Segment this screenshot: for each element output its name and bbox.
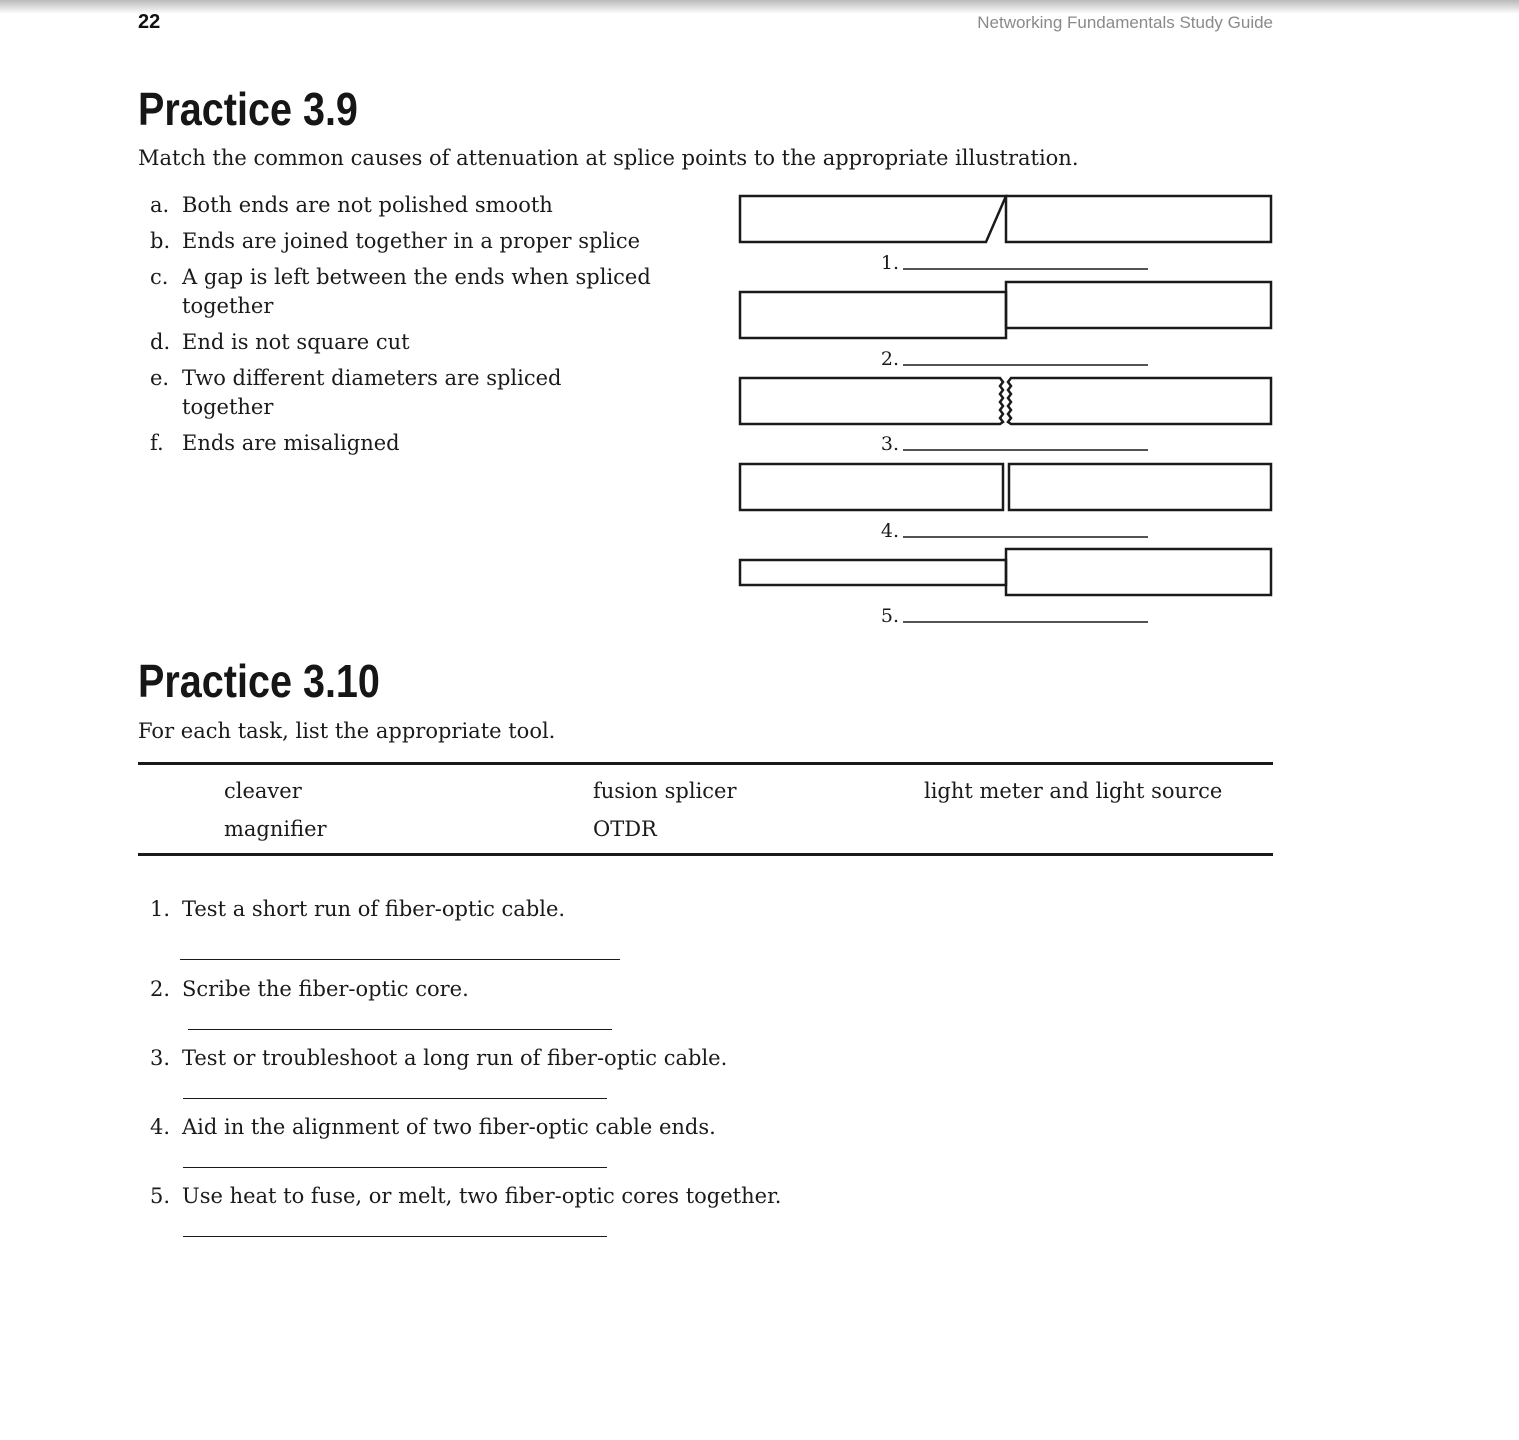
page-top-shadow bbox=[0, 0, 1519, 14]
task-answer-line-2[interactable] bbox=[188, 1029, 612, 1030]
practice-3-9-title: Practice 3.9 bbox=[138, 83, 358, 135]
practice-3-10-title: Practice 3.10 bbox=[138, 655, 380, 707]
illustration-label-3: 3. bbox=[880, 433, 899, 455]
task-text: Use heat to fuse, or melt, two fiber-optic cores together. bbox=[182, 1184, 782, 1208]
illustration-1-angled-cut bbox=[740, 196, 1271, 242]
cause-item bbox=[138, 364, 658, 422]
cause-letter: d. bbox=[150, 330, 171, 354]
cause-item bbox=[138, 191, 658, 220]
practice-3-10-instruction: For each task, list the appropriate tool. bbox=[138, 719, 556, 743]
illustration-3-rough-ends bbox=[740, 378, 1271, 424]
illustration-label-2: 2. bbox=[880, 348, 899, 370]
cause-letter: a. bbox=[150, 193, 170, 217]
task-answer-line-4[interactable] bbox=[183, 1167, 607, 1168]
task-text: Scribe the fiber-optic core. bbox=[182, 977, 469, 1001]
running-head: Networking Fundamentals Study Guide bbox=[977, 13, 1273, 32]
cause-text: Two different diameters are spliced together bbox=[182, 366, 562, 419]
cause-text: A gap is left between the ends when spliced together bbox=[182, 265, 651, 318]
practice-3-9-instruction: Match the common causes of attenuation at splice points to the appropriate illustration. bbox=[138, 146, 1079, 170]
tool-term: fusion splicer bbox=[593, 779, 737, 803]
cause-item bbox=[138, 263, 658, 321]
task-text: Test a short run of fiber-optic cable. bbox=[182, 897, 566, 921]
task-item bbox=[138, 895, 838, 923]
cause-item bbox=[138, 429, 658, 458]
task-item bbox=[138, 1182, 838, 1210]
task-number: 5. bbox=[150, 1184, 171, 1208]
illustration-5-diameter-mismatch bbox=[740, 549, 1271, 595]
task-answer-line-3[interactable] bbox=[183, 1098, 607, 1099]
cause-item bbox=[138, 227, 658, 256]
illustration-label-5: 5. bbox=[880, 605, 899, 627]
task-answer-line-5[interactable] bbox=[183, 1236, 607, 1237]
task-number: 3. bbox=[150, 1046, 171, 1070]
page-number: 22 bbox=[138, 11, 161, 33]
cause-text: Ends are joined together in a proper splice bbox=[182, 229, 641, 253]
tool-term: light meter and light source bbox=[924, 779, 1223, 803]
task-item bbox=[138, 1044, 838, 1072]
tool-term: OTDR bbox=[593, 817, 657, 841]
splice-illustrations bbox=[720, 180, 1280, 630]
cause-letter: f. bbox=[150, 431, 164, 455]
task-text: Aid in the alignment of two fiber-optic cable ends. bbox=[182, 1115, 716, 1139]
task-list bbox=[138, 895, 838, 1210]
cause-list bbox=[138, 191, 658, 465]
tool-term: magnifier bbox=[224, 817, 327, 841]
task-text: Test or troubleshoot a long run of fiber-optic cable. bbox=[182, 1046, 728, 1070]
cause-letter: e. bbox=[150, 366, 170, 390]
cause-letter: b. bbox=[150, 229, 171, 253]
cause-letter: c. bbox=[150, 265, 169, 289]
cause-text: Both ends are not polished smooth bbox=[182, 193, 553, 217]
task-number: 4. bbox=[150, 1115, 171, 1139]
tool-word-bank bbox=[138, 762, 1273, 856]
task-number: 2. bbox=[150, 977, 171, 1001]
cause-text: End is not square cut bbox=[182, 330, 410, 354]
illustration-label-1: 1. bbox=[880, 252, 899, 274]
tool-term: cleaver bbox=[224, 779, 302, 803]
cause-text: Ends are misaligned bbox=[182, 431, 400, 455]
cause-item bbox=[138, 328, 658, 357]
task-item bbox=[138, 975, 838, 1003]
illustration-2-misaligned bbox=[740, 282, 1271, 338]
task-number: 1. bbox=[150, 897, 171, 921]
task-item bbox=[138, 1113, 838, 1141]
task-answer-line-1[interactable] bbox=[180, 959, 620, 960]
illustration-4-gap bbox=[740, 464, 1271, 510]
illustration-label-4: 4. bbox=[880, 520, 899, 542]
